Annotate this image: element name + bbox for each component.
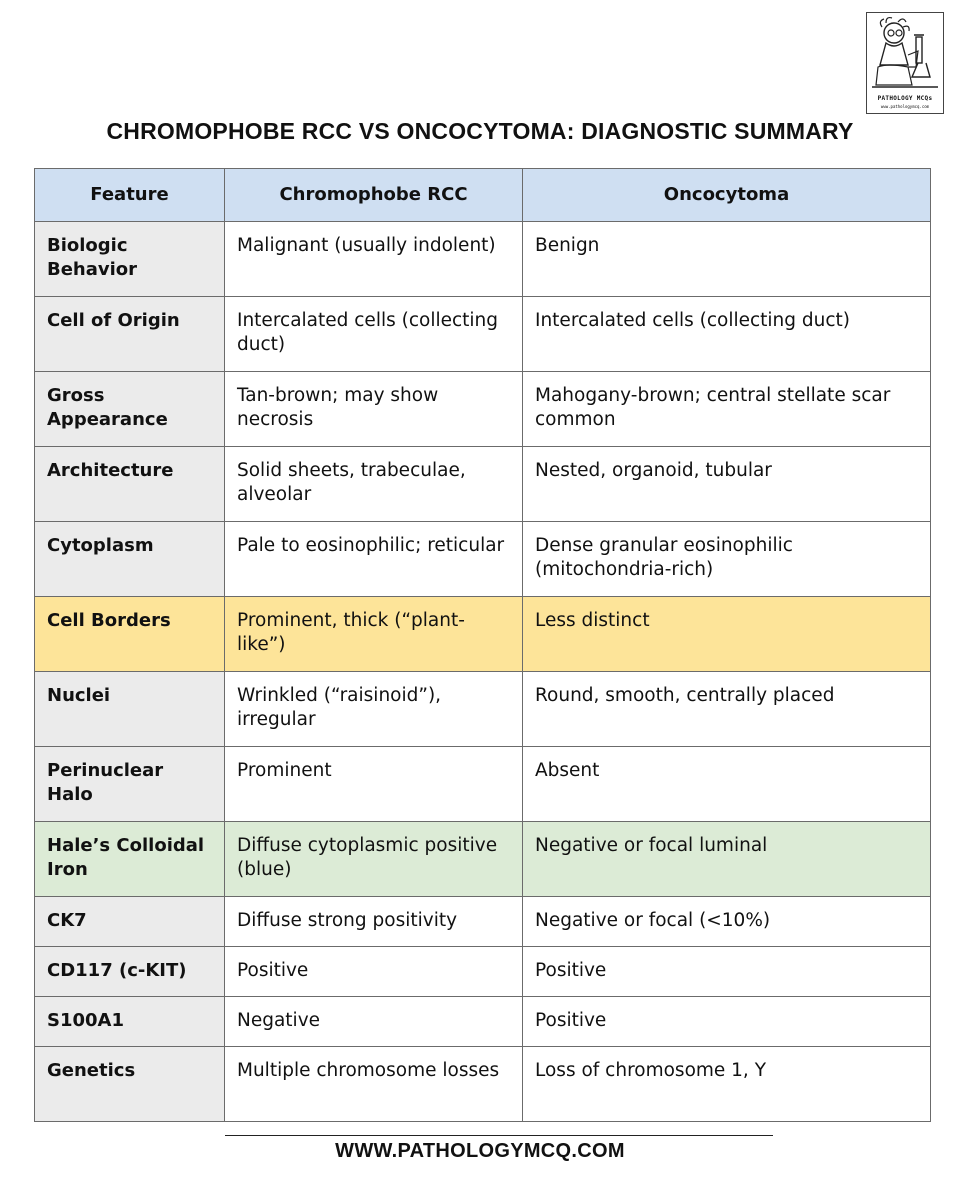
feature-cell: Cell of Origin — [35, 297, 225, 372]
feature-cell: Cytoplasm — [35, 522, 225, 597]
table-row — [35, 222, 931, 297]
footer-divider — [225, 1135, 773, 1136]
oncocytoma-cell: Nested, organoid, tubular — [523, 447, 931, 522]
feature-cell: Gross Appearance — [35, 372, 225, 447]
table-row — [35, 522, 931, 597]
oncocytoma-cell: Absent — [523, 747, 931, 822]
feature-cell: Cell Borders — [35, 597, 225, 672]
oncocytoma-cell: Dense granular eosinophilic (mitochondria-rich) — [523, 522, 931, 597]
chromophobe-cell: Wrinkled (“raisinoid”), irregular — [225, 672, 523, 747]
chromophobe-cell: Tan-brown; may show necrosis — [225, 372, 523, 447]
chromophobe-cell: Prominent, thick (“plant-like”) — [225, 597, 523, 672]
chromophobe-cell: Prominent — [225, 747, 523, 822]
table-row — [35, 822, 931, 897]
chromophobe-cell: Diffuse strong positivity — [225, 897, 523, 947]
chromophobe-cell: Diffuse cytoplasmic positive (blue) — [225, 822, 523, 897]
oncocytoma-cell: Negative or focal (<10%) — [523, 897, 931, 947]
comparison-table — [34, 168, 931, 1122]
table-row — [35, 1047, 931, 1122]
oncocytoma-cell: Round, smooth, centrally placed — [523, 672, 931, 747]
page-title: CHROMOPHOBE RCC VS ONCOCYTOMA: DIAGNOSTIC SUMMARY — [106, 118, 854, 144]
chromophobe-cell: Solid sheets, trabeculae, alveolar — [225, 447, 523, 522]
footer-url: WWW.PATHOLOGYMCQ.COM — [335, 1140, 625, 1162]
oncocytoma-cell: Intercalated cells (collecting duct) — [523, 297, 931, 372]
feature-cell: CD117 (c-KIT) — [35, 947, 225, 997]
oncocytoma-cell: Loss of chromosome 1, Y — [523, 1047, 931, 1122]
feature-cell: Perinuclear Halo — [35, 747, 225, 822]
chromophobe-cell: Malignant (usually indolent) — [225, 222, 523, 297]
feature-cell: Biologic Behavior — [35, 222, 225, 297]
table-row — [35, 372, 931, 447]
table-row — [35, 597, 931, 672]
scientist-microscope-icon — [870, 15, 940, 93]
pathology-mcqs-logo — [866, 12, 944, 114]
oncocytoma-cell: Positive — [523, 947, 931, 997]
oncocytoma-cell: Positive — [523, 997, 931, 1047]
chromophobe-cell: Positive — [225, 947, 523, 997]
column-header-oncocytoma: Oncocytoma — [523, 169, 931, 222]
feature-cell: Hale’s Colloidal Iron — [35, 822, 225, 897]
chromophobe-cell: Intercalated cells (collecting duct) — [225, 297, 523, 372]
table-row — [35, 447, 931, 522]
oncocytoma-cell: Benign — [523, 222, 931, 297]
logo-url: www.pathologymcq.com — [880, 104, 930, 109]
table-row — [35, 897, 931, 947]
feature-cell: Architecture — [35, 447, 225, 522]
feature-cell: Genetics — [35, 1047, 225, 1122]
feature-cell: S100A1 — [35, 997, 225, 1047]
table-row — [35, 297, 931, 372]
logo-text: PATHOLOGY MCQs — [877, 95, 933, 102]
oncocytoma-cell: Negative or focal luminal — [523, 822, 931, 897]
feature-cell: CK7 — [35, 897, 225, 947]
oncocytoma-cell: Less distinct — [523, 597, 931, 672]
table-row — [35, 672, 931, 747]
chromophobe-cell: Multiple chromosome losses — [225, 1047, 523, 1122]
feature-cell: Nuclei — [35, 672, 225, 747]
column-header-chromophobe: Chromophobe RCC — [225, 169, 523, 222]
table-row — [35, 947, 931, 997]
table-header-row — [35, 169, 931, 222]
chromophobe-cell: Negative — [225, 997, 523, 1047]
table-row — [35, 747, 931, 822]
table-row — [35, 997, 931, 1047]
oncocytoma-cell: Mahogany-brown; central stellate scar common — [523, 372, 931, 447]
column-header-feature: Feature — [35, 169, 225, 222]
chromophobe-cell: Pale to eosinophilic; reticular — [225, 522, 523, 597]
